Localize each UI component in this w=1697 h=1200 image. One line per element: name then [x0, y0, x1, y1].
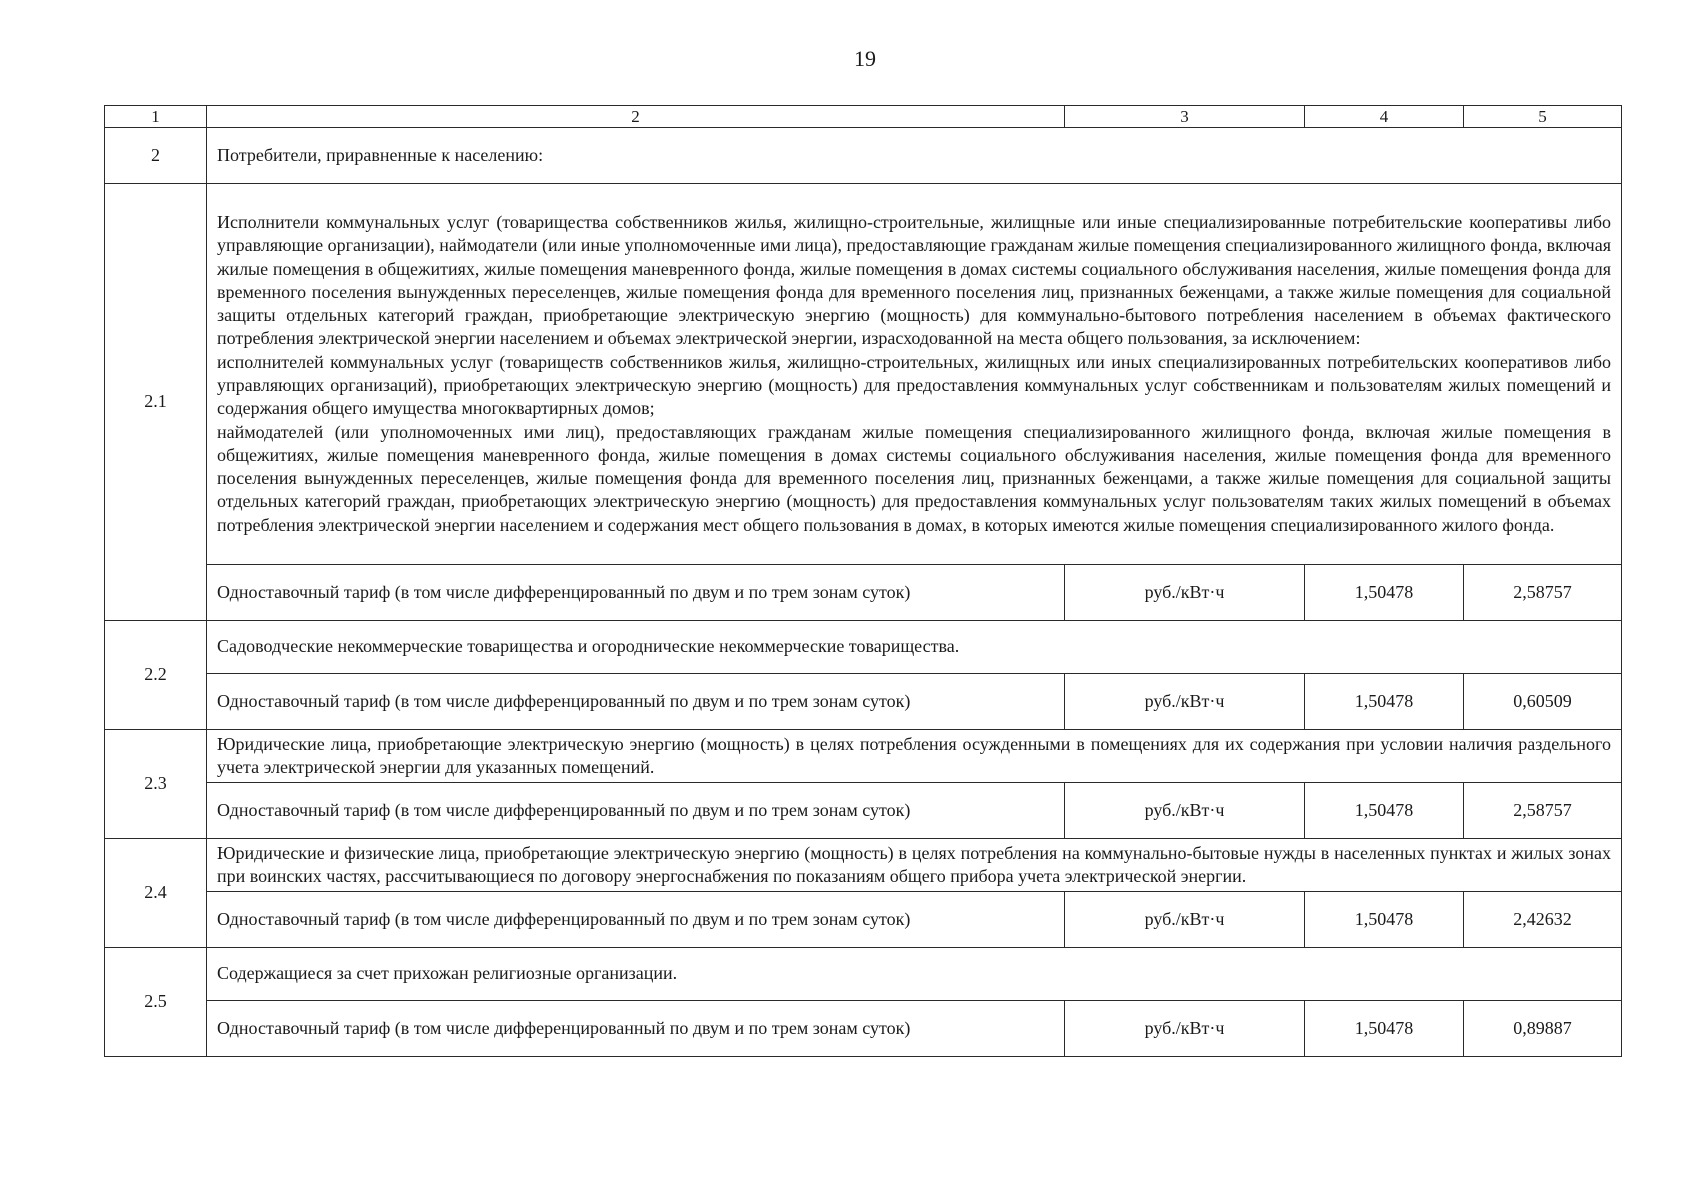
- tariff-value-col5: 2,58757: [1464, 783, 1622, 839]
- page-number: 19: [854, 46, 876, 71]
- column-number: 2: [207, 106, 1065, 128]
- description-paragraph: наймодателей (или уполномоченных ими лиц), предоставляющих гражданам жилые помещения специализированного жилищного фонда, включая жилые помещения в общежитиях, жилые помещения маневренного фонда, жилые помещения в домах системы социального обслуживания населения, жилые помещения фонда для временного поселения вынужденных переселенцев, жилые помещения фонда для временного поселения лиц, признанных беженцами, а также жилые помещения для социальной защиты отдельных категорий граждан, приобретающих электрическую энергию (мощность) для предоставления коммунальных услуг пользователям таких жилых помещений в объемах потребления электрической энергии населением и содержания мест общего пользования в домах, в которых имеются жилые помещения специализированного жилого фонда.: [217, 421, 1611, 535]
- tariff-row: [105, 783, 1622, 839]
- description-paragraph: исполнителей коммунальных услуг (товариществ собственников жилья, жилищно-строительных, жилищных или иных специализированных потребительских кооперативов либо управляющих организаций), приобретающих электрическую энергию (мощность) для предоставления коммунальных услуг собственникам и пользователям жилых помещений и содержания общего имущества многоквартирных домов;: [217, 351, 1611, 419]
- tariff-value-col4: 1,50478: [1305, 565, 1464, 621]
- tariff-label: Одноставочный тариф (в том числе дифференцированный по двум и по трем зонам суток): [207, 1001, 1065, 1057]
- tariff-value-col4: 1,50478: [1305, 892, 1464, 948]
- tariff-value-col4: 1,50478: [1305, 674, 1464, 730]
- tariff-label: Одноставочный тариф (в том числе дифференцированный по двум и по трем зонам суток): [207, 674, 1065, 730]
- tariff-unit: руб./кВт·ч: [1065, 783, 1305, 839]
- column-number: 1: [105, 106, 207, 128]
- consumer-category-row: [105, 948, 1622, 1001]
- tariff-label: Одноставочный тариф (в том числе дифференцированный по двум и по трем зонам суток): [207, 783, 1065, 839]
- row-number: 2.3: [105, 730, 207, 839]
- tariff-unit: руб./кВт·ч: [1065, 892, 1305, 948]
- consumer-description: Юридические и физические лица, приобретающие электрическую энергию (мощность) в целях потребления на коммунально-бытовые нужды в населенных пунктах и жилых зонах при воинских частях, рассчитывающиеся по договору энергоснабжения по показаниям общего прибора учета электрической энергии.: [207, 839, 1622, 892]
- row-number: 2.1: [105, 184, 207, 621]
- consumer-category-row: [105, 839, 1622, 892]
- tariff-label: Одноставочный тариф (в том числе дифференцированный по двум и по трем зонам суток): [207, 892, 1065, 948]
- tariff-label: Одноставочный тариф (в том числе дифференцированный по двум и по трем зонам суток): [207, 565, 1065, 621]
- tariff-value-col4: 1,50478: [1305, 1001, 1464, 1057]
- consumer-category-row: [105, 621, 1622, 674]
- column-number-row: [105, 106, 1622, 128]
- consumer-description: Юридические лица, приобретающие электрическую энергию (мощность) в целях потребления осужденными в помещениях для их содержания при условии наличия раздельного учета электрической энергии для указанных помещений.: [207, 730, 1622, 783]
- tariff-row: [105, 674, 1622, 730]
- tariff-unit: руб./кВт·ч: [1065, 1001, 1305, 1057]
- tariff-row: [105, 892, 1622, 948]
- consumer-category-row: [105, 184, 1622, 565]
- column-number: 3: [1065, 106, 1305, 128]
- row-number: 2: [105, 128, 207, 184]
- tariff-value-col5: 2,58757: [1464, 565, 1622, 621]
- description-paragraph: Исполнители коммунальных услуг (товарищества собственников жилья, жилищно-строительные, жилищные или иные специализированные потребительские кооперативы либо управляющие организации), наймодатели (или иные уполномоченные ими лица), предоставляющие гражданам жилые помещения специализированного жилищного фонда, включая жилые помещения в общежитиях, жилые помещения маневренного фонда, жилые помещения в домах системы социального обслуживания населения, жилые помещения фонда для временного поселения вынужденных переселенцев, жилые помещения фонда для временного поселения лиц, признанных беженцами, а также жилые помещения для социальной защиты отдельных категорий граждан, приобретающие электрическую энергию (мощность) для коммунально-бытового потребления населением в объемах фактического потребления электрической энергии населением и объемах электрической энергии, израсходованной на места общего пользования, за исключением:: [217, 211, 1611, 349]
- tariff-value-col5: 0,60509: [1464, 674, 1622, 730]
- tariff-row: [105, 565, 1622, 621]
- row-number: 2.5: [105, 948, 207, 1057]
- group-title: Потребители, приравненные к населению:: [207, 128, 1622, 184]
- tariff-value-col5: 0,89887: [1464, 1001, 1622, 1057]
- tariff-table: [104, 105, 1622, 1057]
- column-number: 5: [1464, 106, 1622, 128]
- group-title-row: [105, 128, 1622, 184]
- consumer-description: [207, 184, 1622, 565]
- column-number: 4: [1305, 106, 1464, 128]
- tariff-value-col4: 1,50478: [1305, 783, 1464, 839]
- consumer-description: Садоводческие некоммерческие товарищества и огороднические некоммерческие товарищества.: [207, 621, 1622, 674]
- tariff-unit: руб./кВт·ч: [1065, 674, 1305, 730]
- row-number: 2.4: [105, 839, 207, 948]
- consumer-description: Содержащиеся за счет прихожан религиозные организации.: [207, 948, 1622, 1001]
- tariff-value-col5: 2,42632: [1464, 892, 1622, 948]
- tariff-unit: руб./кВт·ч: [1065, 565, 1305, 621]
- row-number: 2.2: [105, 621, 207, 730]
- consumer-category-row: [105, 730, 1622, 783]
- tariff-row: [105, 1001, 1622, 1057]
